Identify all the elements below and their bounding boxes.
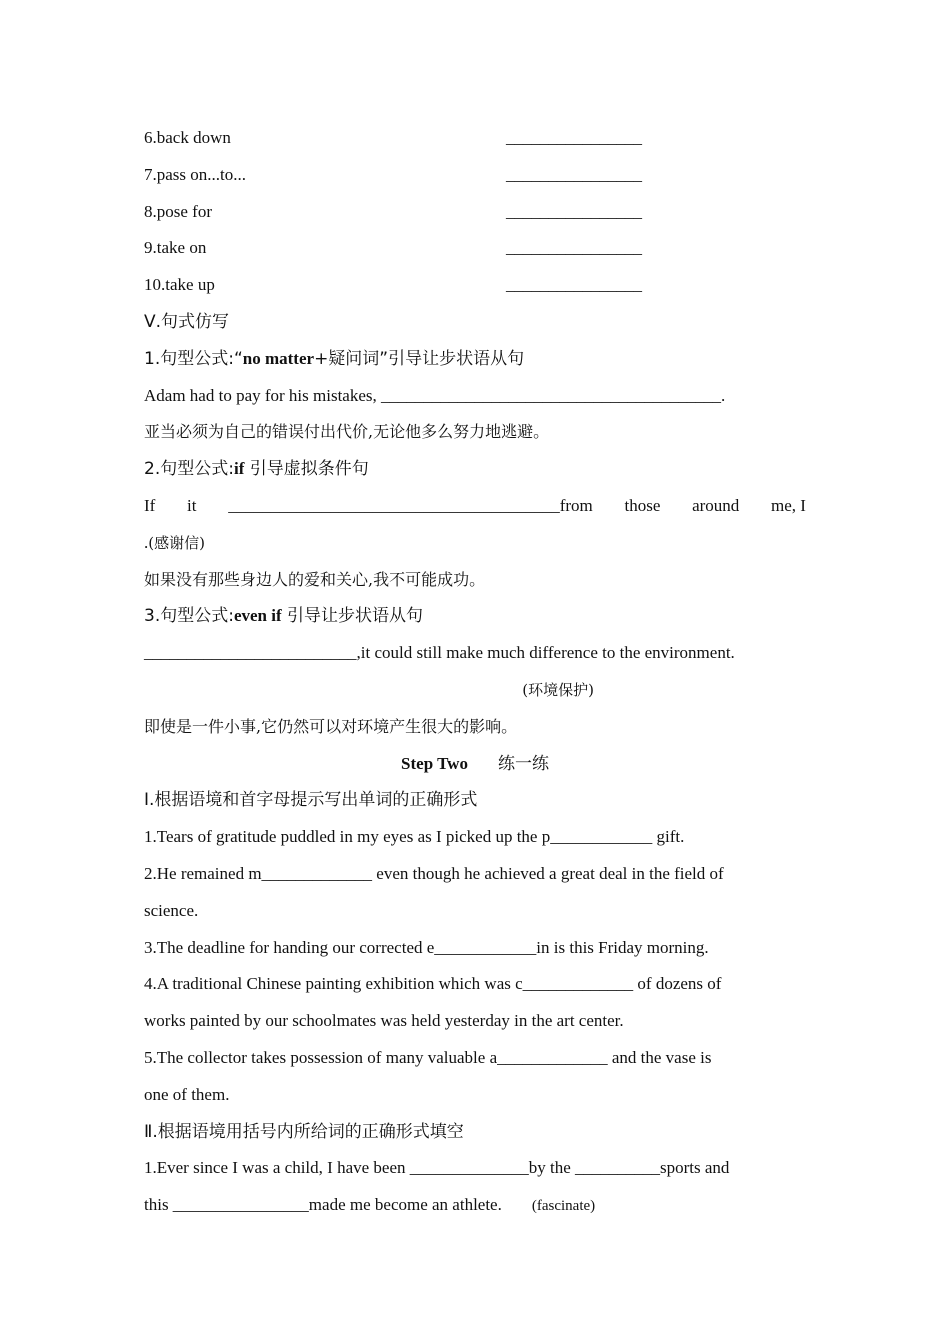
- sentence-line: _________________________,it could still make much difference to the environment.: [144, 643, 735, 663]
- question-number: 3.: [144, 606, 161, 627]
- document-page: [144, 120, 806, 1224]
- phrase-text: 7.pass on...to...: [144, 164, 246, 184]
- chinese-translation: 如果没有那些身边人的爱和关心,我不可能成功。: [144, 569, 486, 589]
- question-line: 1.Tears of gratitude puddled in my eyes as I picked up the p____________ gift.: [144, 827, 685, 847]
- sentence-line: [144, 378, 806, 415]
- word: me, I: [771, 495, 806, 515]
- answer-blank[interactable]: ________________: [506, 275, 642, 295]
- sentence-prefix: Adam had to pay for his mistakes,: [144, 385, 377, 405]
- word-hint: (fascinate): [531, 1198, 596, 1215]
- question-text: this ________________made me become an athlete.: [144, 1195, 502, 1215]
- word: those: [624, 495, 661, 515]
- question-number: 2.: [144, 459, 161, 480]
- sentence-tail: .: [144, 532, 149, 552]
- question-line: 4.A traditional Chinese painting exhibition which was c_____________ of dozens of: [144, 974, 722, 994]
- pattern-rest: 引导虚拟条件句: [244, 459, 369, 480]
- step-subtitle: 练一练: [497, 753, 549, 774]
- step-title: Step Two: [401, 753, 468, 773]
- chinese-translation: 即使是一件小事,它仍然可以对环境产生很大的影响。: [144, 716, 518, 736]
- answer-blank[interactable]: ________________________________________.: [376, 385, 726, 405]
- question-line: works painted by our schoolmates was held yesterday in the art center.: [144, 1011, 624, 1031]
- word: around: [692, 495, 740, 515]
- question-line: [144, 1187, 806, 1224]
- word: it: [187, 495, 197, 515]
- answer-blank[interactable]: ________________: [506, 128, 642, 147]
- pattern-keyword: no matter: [242, 348, 315, 368]
- section-title: Ⅰ.根据语境和首字母提示写出单词的正确形式: [144, 790, 478, 811]
- topic-tag: (感谢信): [148, 533, 205, 552]
- phrase-text: 10.take up: [144, 275, 215, 295]
- sentence-line: [144, 488, 806, 525]
- question-number: 1.: [144, 348, 161, 369]
- phrase-text: 9.take on: [144, 238, 207, 258]
- pattern-label: 句型公式:: [160, 606, 234, 627]
- section-title: Ⅱ.根据语境用括号内所给词的正确形式填空: [144, 1121, 464, 1142]
- topic-tag: (环境保护): [522, 680, 594, 699]
- chinese-translation: 亚当必须为自己的错误付出代价,无论他多么努力地逃避。: [144, 422, 550, 442]
- step-heading: [144, 746, 806, 783]
- question-line: 5.The collector takes possession of many valuable a_____________ and the vase is: [144, 1047, 712, 1067]
- word: If: [144, 495, 156, 515]
- answer-blank[interactable]: ________________: [506, 201, 642, 221]
- question-line: 3.The deadline for handing our corrected e____________in is this Friday morning.: [144, 937, 709, 957]
- answer-blank[interactable]: _______________________________________from: [228, 495, 593, 515]
- pattern-label: 句型公式:: [160, 459, 234, 480]
- phrase-text: 8.pose for: [144, 201, 212, 221]
- pattern-heading: [144, 341, 806, 378]
- open-quote: “: [233, 348, 243, 369]
- phrase-row: [144, 157, 806, 194]
- pattern-heading: [144, 451, 806, 488]
- question-line: science.: [144, 900, 199, 920]
- phrase-text: 6.back down: [144, 128, 231, 147]
- question-line: 2.He remained m_____________ even though he achieved a great deal in the field of: [144, 863, 724, 883]
- phrase-row: [144, 194, 806, 231]
- question-line: 1.Ever since I was a child, I have been ______________by the __________sports and: [144, 1158, 730, 1178]
- answer-blank[interactable]: ________________: [506, 238, 642, 258]
- phrase-row: [144, 120, 806, 157]
- phrase-row: [144, 267, 806, 304]
- pattern-rest: 引导让步状语从句: [281, 606, 424, 627]
- pattern-heading: [144, 598, 806, 635]
- pattern-keyword: even if: [233, 606, 282, 626]
- question-line: one of them.: [144, 1084, 230, 1104]
- pattern-rest: +疑问词”引导让步状语从句: [314, 348, 525, 369]
- sentence-line: [144, 525, 806, 562]
- pattern-label: 句型公式:: [160, 348, 234, 369]
- pattern-keyword: if: [233, 459, 245, 479]
- phrase-row: [144, 230, 806, 267]
- answer-blank[interactable]: ________________: [506, 164, 642, 184]
- section-title: Ⅴ.句式仿写: [144, 311, 230, 332]
